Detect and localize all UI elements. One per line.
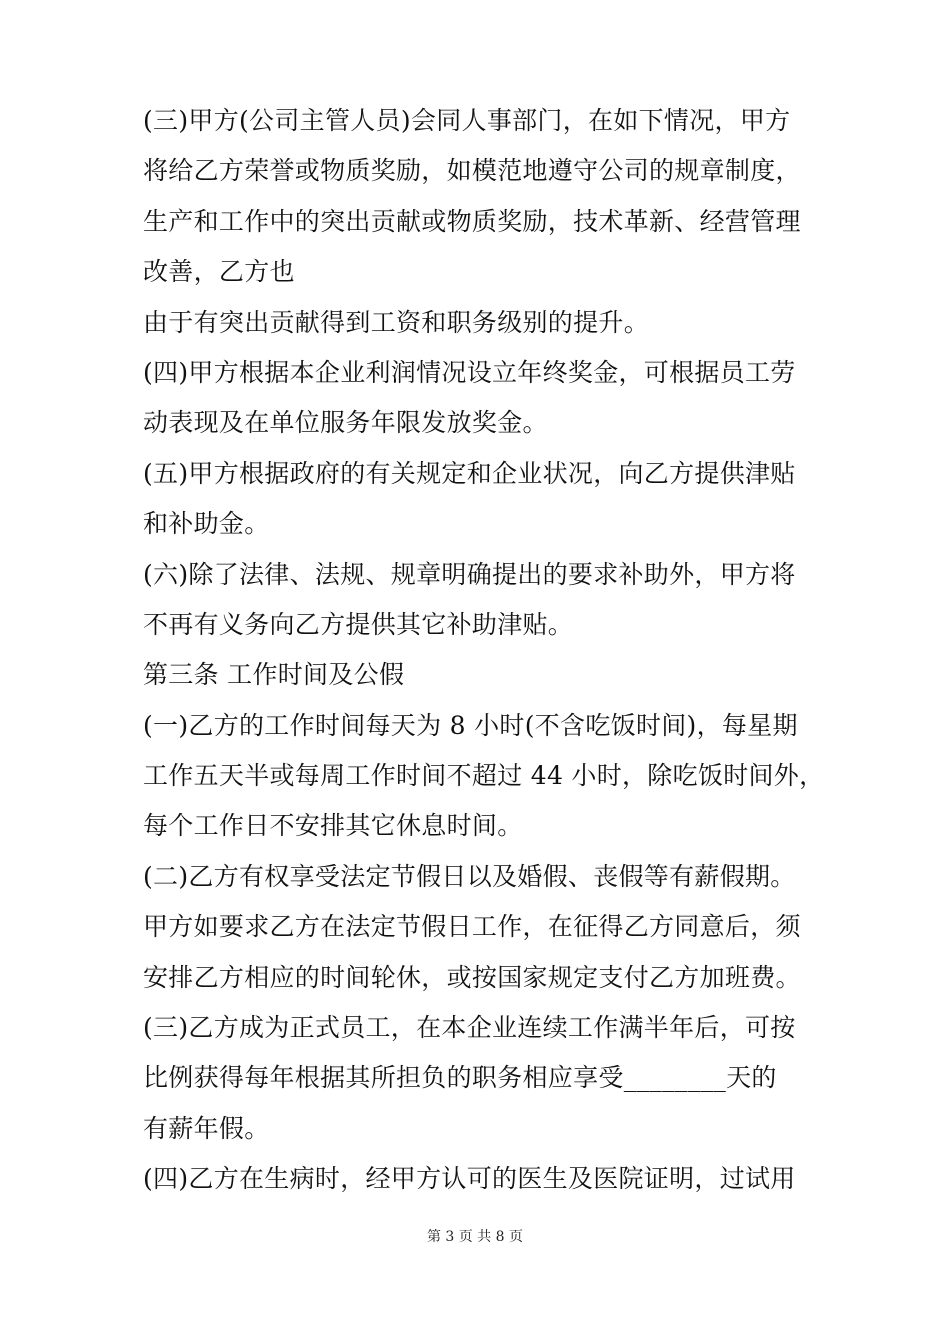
text-line: (五)甲方根据政府的有关规定和企业状况，向乙方提供津贴 (143, 458, 796, 488)
text-line: (四)乙方在生病时，经甲方认可的医生及医院证明，过试用 (143, 1164, 796, 1194)
text-line: 工作五天半或每周工作时间不超过 44 小时，除吃饭时间外， (143, 761, 825, 791)
text-line: (一)乙方的工作时间每天为 8 小时(不含吃饭时间)，每星期 (143, 710, 798, 740)
text-line: 将给乙方荣誉或物质奖励，如模范地遵守公司的规章制度， (143, 156, 801, 186)
text-line: (三)乙方成为正式员工，在本企业连续工作满半年后，可按 (143, 1013, 796, 1043)
text-line: 有薪年假。 (143, 1113, 270, 1143)
text-line: 由于有突出贡献得到工资和职务级别的提升。 (143, 307, 650, 337)
text-line: (四)甲方根据本企业利润情况设立年终奖金，可根据员工劳 (143, 357, 796, 387)
text-line: 改善，乙方也 (143, 257, 295, 287)
text-line: 动表现及在单位服务年限发放奖金。 (143, 408, 548, 438)
text-line: 甲方如要求乙方在法定节假日工作，在征得乙方同意后，须 (143, 912, 801, 942)
text-line: (六)除了法律、法规、规章明确提出的要求补助外，甲方将 (143, 559, 796, 589)
text-line: 安排乙方相应的时间轮休，或按国家规定支付乙方加班费。 (143, 962, 801, 992)
text-line: 每个工作日不安排其它休息时间。 (143, 811, 523, 841)
text-line: (三)甲方(公司主管人员)会同人事部门，在如下情况，甲方 (143, 106, 791, 135)
text-line: 生产和工作中的突出贡献或物质奖励，技术革新、经营管理 (143, 206, 801, 236)
section-heading: 第三条 工作时间及公假 (143, 660, 405, 690)
text-line: 和补助金。 (143, 509, 270, 539)
page-number-footer: 第 3 页 共 8 页 (426, 1229, 524, 1245)
text-line: (二)乙方有权享受法定节假日以及婚假、丧假等有薪假期。 (143, 861, 796, 891)
document-body (143, 96, 823, 1205)
text-line: 不再有义务向乙方提供其它补助津贴。 (143, 609, 574, 639)
text-line: 比例获得每年根据其所担负的职务相应享受________天的 (143, 1063, 777, 1093)
